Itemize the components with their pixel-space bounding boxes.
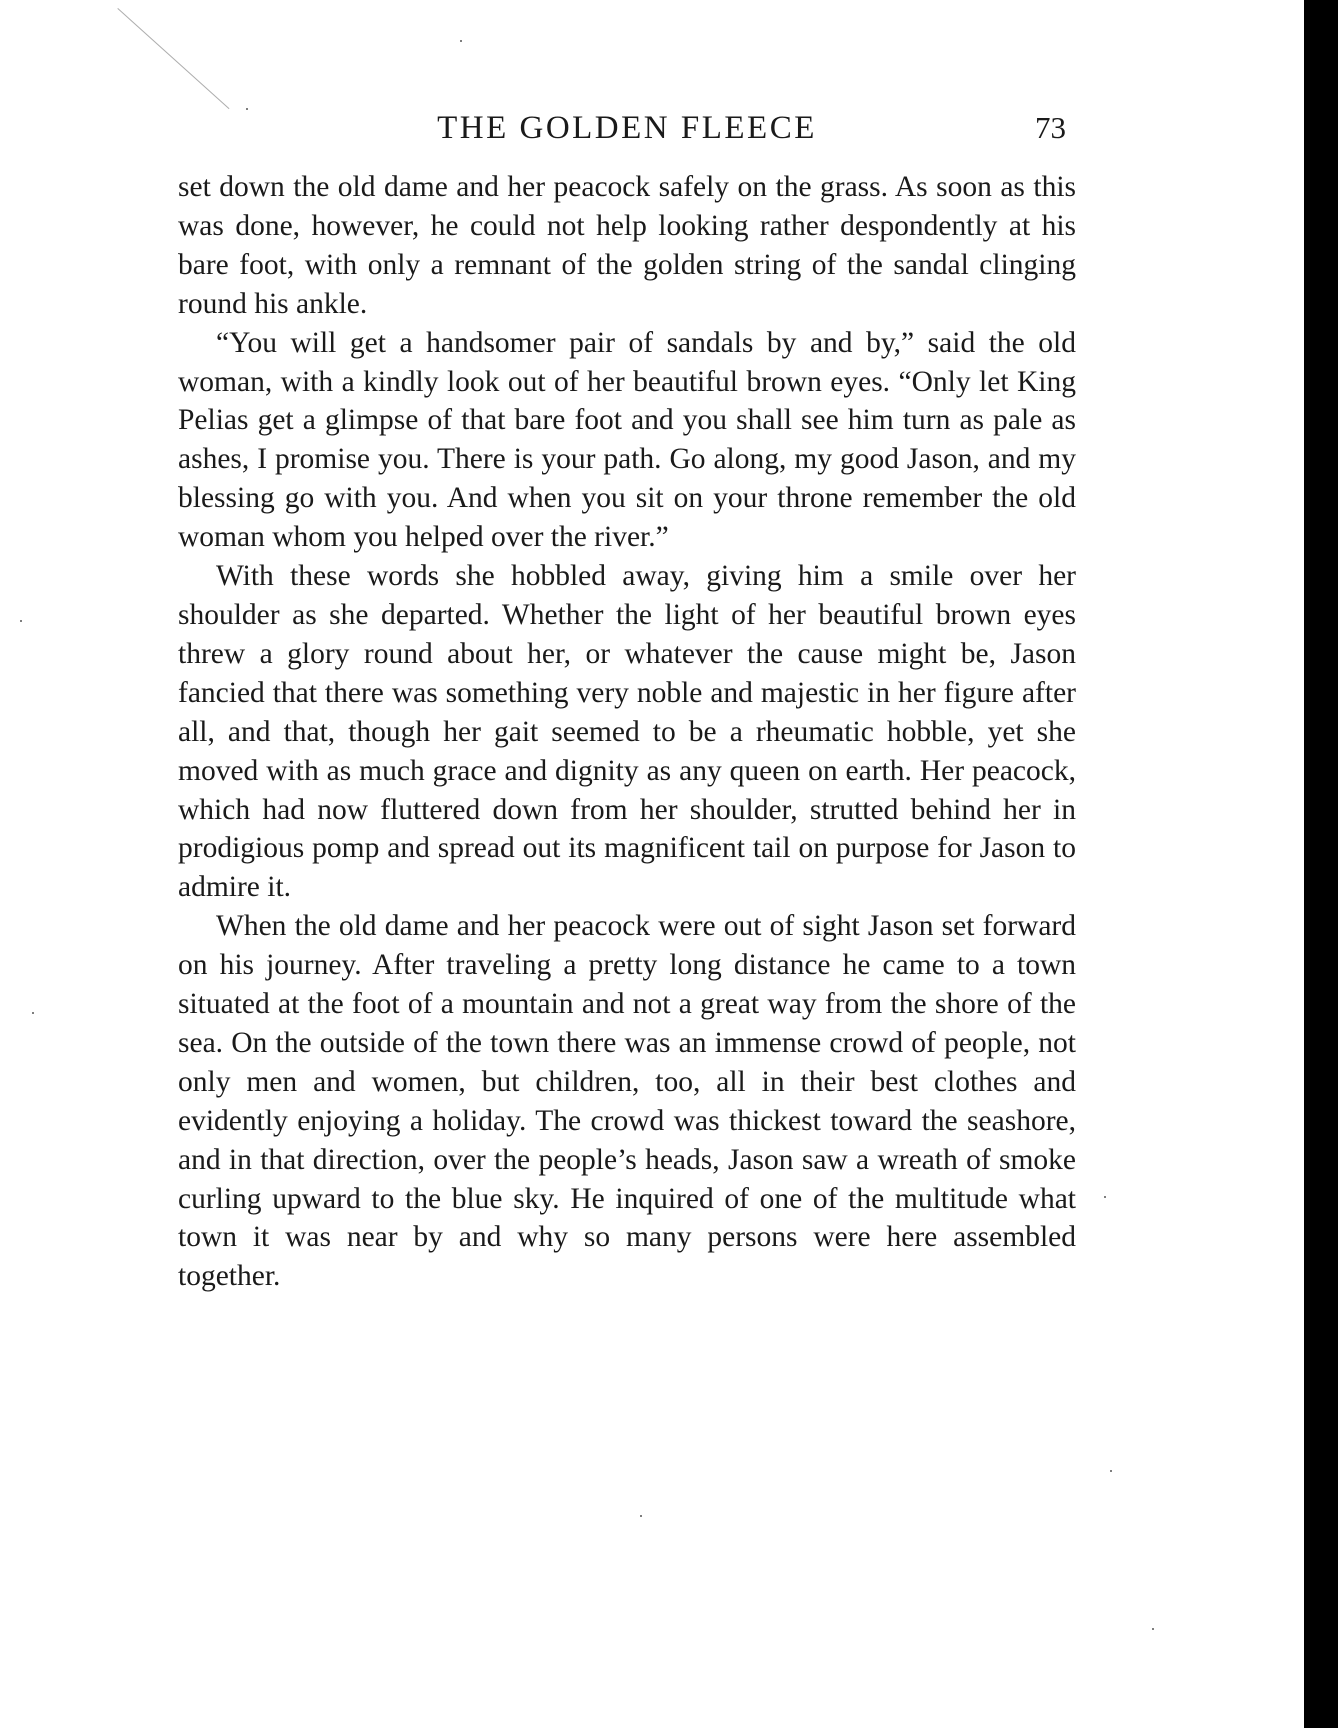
scan-speck [32,1012,34,1014]
paragraph: “You will get a handsomer pair of sandals by and by,” said the old woman, with a kindly look out of her beautiful brown eyes. “Only let King Pelias get a glimpse of that bare foot and you shall see him turn as pale as ashes, I promise you. There is your path. Go along, my good Jason, and my blessing go with you. And when you sit on your throne remember the old woman whom you helped over the river.” [178,326,1076,554]
page-number: 73 [1035,110,1066,145]
scan-speck [1104,1196,1106,1198]
scan-artifact-line [117,8,229,109]
paragraph: When the old dame and her peacock were out of sight Jason set forward on his journey. After traveling a pretty long distance he came to a town situated at the foot of a mountain and not a great way from the shore of the sea. On the outside of the town there was an immense crowd of people, not only men and women, but children, too, all in their best clothes and evidently enjoying a holiday. The crowd was thickest toward the seashore, and in that direction, over the people’s heads, Jason saw a wreath of smoke curling upward to the blue sky. He inquired of one of the multitude what town it was near by and why so many persons were here assembled together. [178,910,1076,1293]
scan-speck [460,40,462,42]
book-page [178,108,1076,1296]
scan-speck [20,620,22,622]
running-header [178,108,1076,148]
scan-speck [1152,1628,1154,1630]
scan-border [1304,0,1338,1728]
scan-speck [640,1515,642,1517]
chapter-title: THE GOLDEN FLEECE [437,110,817,146]
scan-speck [1110,1470,1112,1472]
paragraph: With these words she hobbled away, giving him a smile over her shoulder as she departed. Whether the light of her beautiful brown eyes threw a glory round about her, or whatever the cause might be, Jason fancied that there was something very noble and majestic in her figure after all, and that, though her gait seemed to be a rheumatic hobble, yet she moved with as much grace and dignity as any queen on earth. Her peacock, which had now fluttered down from her shoulder, strutted behind her in prodigious pomp and spread out its magnificent tail on purpose for Jason to admire it. [178,560,1076,904]
paragraph: set down the old dame and her peacock safely on the grass. As soon as this was done, however, he could not help looking rather despondently at his bare foot, with only a remnant of the golden string of the sandal clinging round his ankle. [178,171,1076,320]
